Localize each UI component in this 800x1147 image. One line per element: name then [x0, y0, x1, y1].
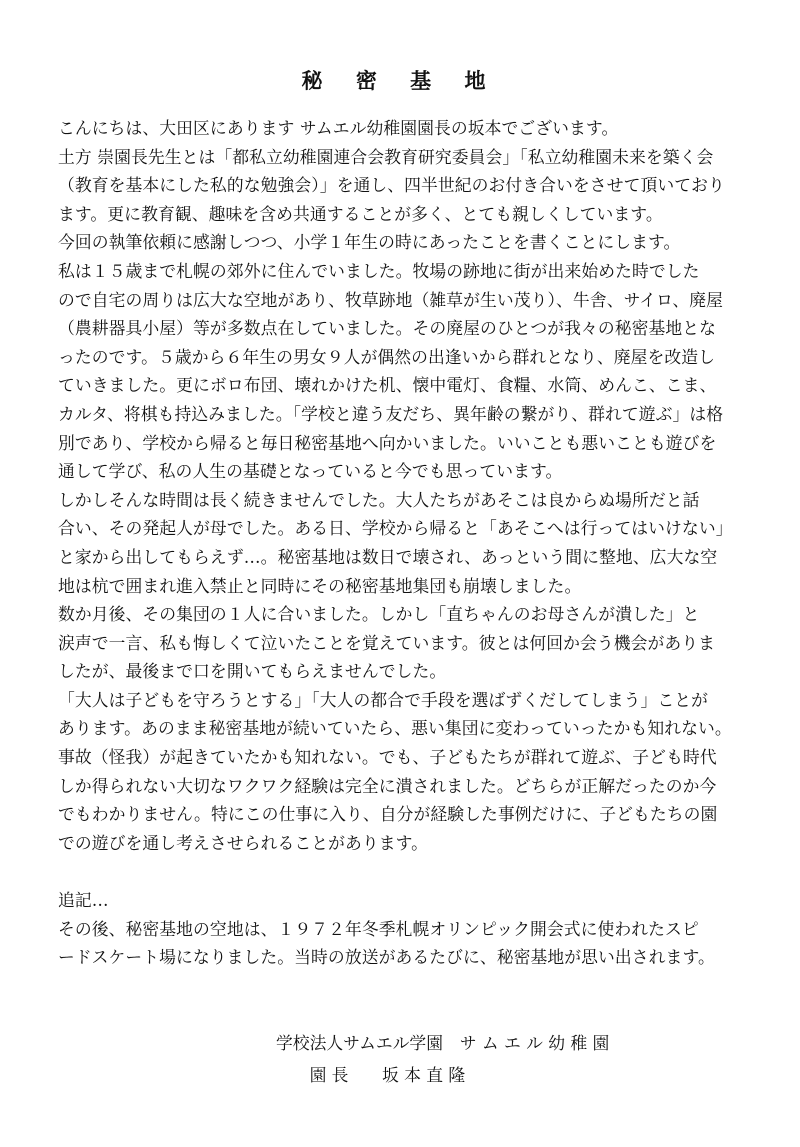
- body-line: カルタ、将棋も持込みました。「学校と違う友だち、異年齢の繋がり、群れて遊ぶ」は格: [58, 403, 724, 424]
- body-line: （農耕器具小屋）等が多数点在していました。その廃屋のひとつが我々の秘密基地とな: [58, 318, 717, 339]
- body-line: 合い、その発起人が母でした。ある日、学校から帰ると「あそこへは行ってはいけない」: [58, 518, 733, 539]
- body-line: 私は１５歳まで札幌の郊外に住んでいました。牧場の跡地に街が出来始めた時でした: [58, 260, 700, 281]
- blank-line: [58, 857, 768, 886]
- body-line: ったのです。５歳から６年生の男女９人が偶然の出逢いから群れとなり、廃屋を改造し: [58, 346, 716, 367]
- body-line: 別であり、学校から帰ると毎日秘密基地へ向かいました。いいことも悪いことも遊びを: [58, 432, 717, 453]
- signature-block: [276, 1027, 696, 1091]
- body-line: 地は杭で囲まれ進入禁止と同時にその秘密基地集団も崩壊しました。: [58, 575, 582, 596]
- body-line: しかしそんな時間は長く続きませんでした。大人たちがあそこは良からぬ場所だと話: [58, 489, 700, 510]
- body-line: その後、秘密基地の空地は、１９７２年冬季札幌オリンピック開会式に使われたスピ: [58, 918, 699, 939]
- signature-organization: 学校法人サムエル学園 サ ム エ ル 幼 稚 園: [276, 1033, 610, 1053]
- body-line: こんにちは、大田区にあります サムエル幼稚園園長の坂本でございます。: [58, 118, 619, 138]
- body-line: と家から出してもらえず…。秘密基地は数日で壊され、あっという間に整地、広大な空: [58, 546, 718, 567]
- body-line: しか得られない大切なワクワク経験は完全に潰されました。どちらが正解だったのか今: [58, 775, 717, 796]
- document-body: [58, 114, 768, 972]
- postscript-heading: 追記…: [58, 890, 109, 911]
- body-line: 涙声で一言、私も悔しくて泣いたことを覚えています。彼とは何回か会う機会がありま: [58, 632, 716, 653]
- body-line: 数か月後、その集団の１人に合いました。しかし「直ちゃんのお母さんが潰した」と: [58, 604, 700, 625]
- body-line: 今回の執筆依頼に感謝しつつ、小学１年生の時にあったことを書くことにします。: [58, 232, 681, 253]
- signature-name: 園 長 坂 本 直 隆: [276, 1065, 466, 1085]
- body-line: ていきました。更にボロ布団、壊れかけた机、懐中電灯、食糧、水筒、めんこ、こま、: [58, 375, 717, 396]
- body-line: 土方 崇園長先生とは「都私立幼稚園連合会教育研究委員会」「私立幼稚園未来を築く会: [58, 146, 714, 167]
- body-line: でもわかりません。特にこの仕事に入り、自分が経験した事例だけに、子どもたちの園: [58, 804, 718, 825]
- document-title: 秘 密 基 地: [301, 68, 499, 93]
- body-line: したが、最後まで口を開いてもらえませんでした。: [58, 661, 447, 682]
- body-line: 通して学び、私の人生の基礎となっていると今でも思っています。: [58, 461, 563, 482]
- body-line: あります。あのまま秘密基地が続いていたら、悪い集団に変わっていったかも知れない。: [58, 718, 732, 739]
- body-line: 「大人は子どもを守ろうとする」「大人の都合で手段を選ばずくだしてしまう」ことが: [58, 689, 708, 710]
- body-line: ます。更に教育観、趣味を含め共通することが多く、とても親しくしています。: [58, 203, 663, 224]
- body-line: での遊びを通し考えさせられることがあります。: [58, 832, 429, 853]
- body-line: （教育を基本にした私的な勉強会）」を通し、四半世紀のお付き合いをさせて頂いており: [58, 175, 725, 196]
- body-line: 事故（怪我）が起きていたかも知れない。でも、子どもたちが群れて遊ぶ、子ども時代: [58, 747, 717, 768]
- body-line: ので自宅の周りは広大な空地があり、牧草跡地（雑草が生い茂り）、牛舎、サイロ、廃屋: [58, 289, 724, 310]
- body-line: ードスケート場になりました。当時の放送があるたびに、秘密基地が思い出されます。: [58, 947, 715, 968]
